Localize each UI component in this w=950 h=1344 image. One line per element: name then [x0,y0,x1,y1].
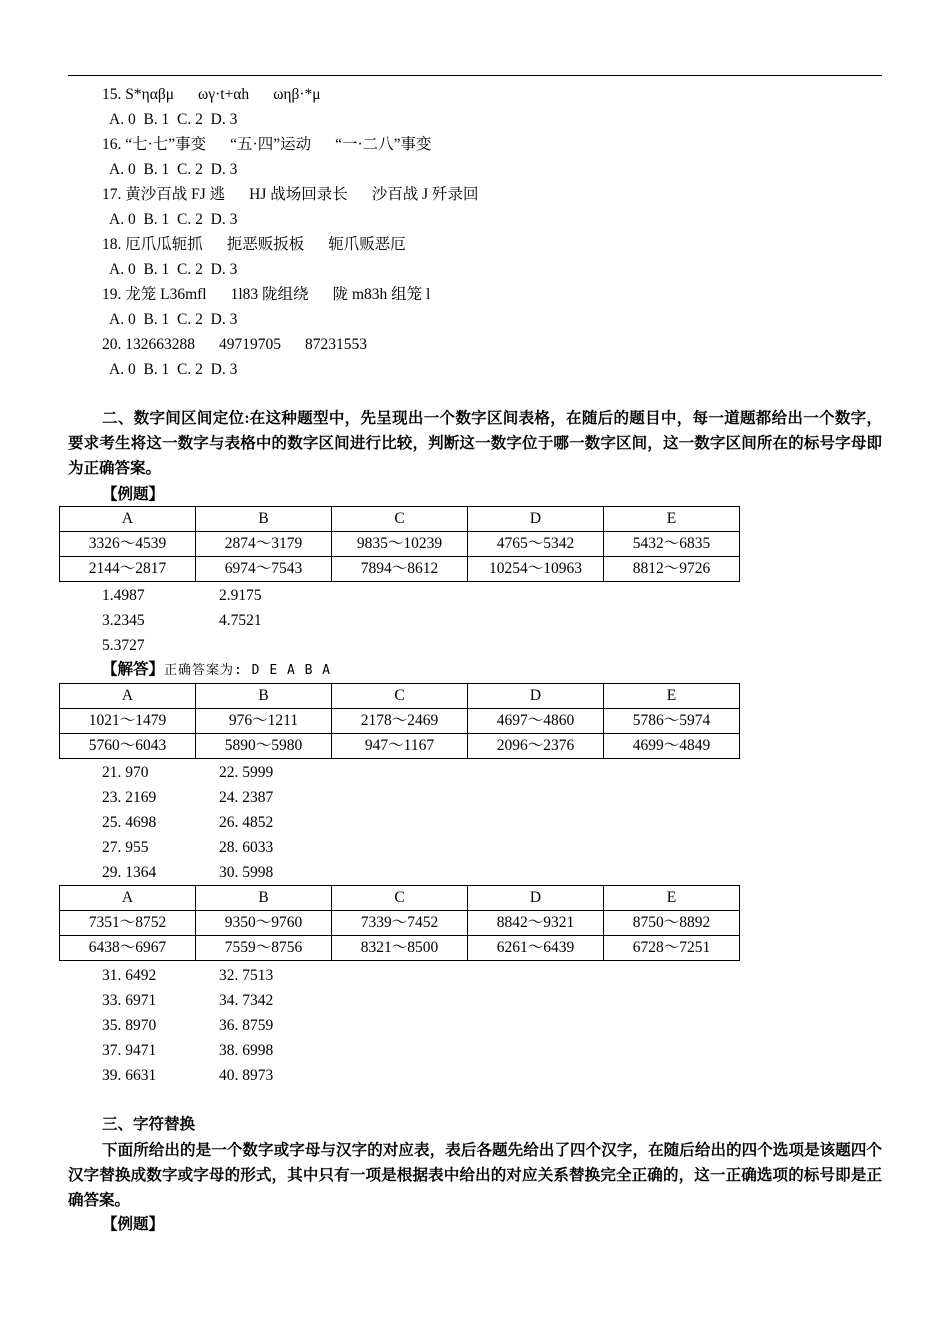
table-cell: 2178～2469 [332,709,468,734]
table-cell: 4699～4849 [604,734,740,759]
table-cell: 7559～8756 [196,936,332,961]
list-item: 36. 8759 [219,1017,274,1034]
list-item: 40. 8973 [219,1067,274,1084]
table-header-cell: B [196,886,332,911]
answer-line [102,660,331,681]
list-item: 1.4987 [102,587,145,604]
list-item: 32. 7513 [219,967,274,984]
list-item: 23. 2169 [102,789,157,806]
table-cell: 6974～7543 [196,557,332,582]
list-item: 24. 2387 [219,789,274,806]
range-table-3 [59,885,740,961]
list-item: 38. 6998 [219,1042,274,1059]
table-row [60,557,740,582]
table-header-row [60,684,740,709]
range-table-1 [59,506,740,582]
question-17: 17. 黄沙百战 FJ 逃 HJ 战场回录长 沙百战 J 歼录回 [102,186,479,203]
table-cell: 10254～10963 [468,557,604,582]
range-table-2 [59,683,740,759]
list-item: 31. 6492 [102,967,157,984]
table-cell: 6728～7251 [604,936,740,961]
list-item: 4.7521 [219,612,262,629]
list-item: 29. 1364 [102,864,157,881]
table-cell: 8750～8892 [604,911,740,936]
table-header-cell: E [604,886,740,911]
table-cell: 4697～4860 [468,709,604,734]
table-row [60,709,740,734]
table-cell: 6261～6439 [468,936,604,961]
answer-text: 正确答案为: D E A B A [164,663,332,678]
table-cell: 8842～9321 [468,911,604,936]
list-item: 39. 6631 [102,1067,157,1084]
list-item: 21. 970 [102,764,149,781]
list-item: 30. 5998 [219,864,274,881]
table-cell: 8812～9726 [604,557,740,582]
table-cell: 6438～6967 [60,936,196,961]
table-row [60,911,740,936]
table-cell: 5786～5974 [604,709,740,734]
table-header-cell: C [332,886,468,911]
table-cell: 947～1167 [332,734,468,759]
question-15: 15. S*ηαβμ ωγ·t+αh ωηβ·*μ [102,86,321,103]
table-row [60,734,740,759]
table-cell: 2144～2817 [60,557,196,582]
list-item: 37. 9471 [102,1042,157,1059]
table-header-cell: D [468,886,604,911]
options-20: A. 0 B. 1 C. 2 D. 3 [109,361,238,378]
table-header-cell: C [332,684,468,709]
list-item: 35. 8970 [102,1017,157,1034]
list-item: 28. 6033 [219,839,274,856]
table-cell: 5890～5980 [196,734,332,759]
options-16: A. 0 B. 1 C. 2 D. 3 [109,161,238,178]
answer-label: 【解答】 [102,661,165,678]
table-cell: 9350～9760 [196,911,332,936]
question-19: 19. 龙笼 L36mfl 1l83 陇组绕 陇 m83h 组笼 l [102,286,431,303]
list-item: 2.9175 [219,587,262,604]
list-item: 5.3727 [102,637,145,654]
list-item: 3.2345 [102,612,145,629]
options-17: A. 0 B. 1 C. 2 D. 3 [109,211,238,228]
table-cell: 4765～5342 [468,532,604,557]
table-row [60,936,740,961]
table-header-row [60,886,740,911]
list-item: 33. 6971 [102,992,157,1009]
table-cell: 5760～6043 [60,734,196,759]
list-item: 34. 7342 [219,992,274,1009]
table-cell: 3326～4539 [60,532,196,557]
list-item: 25. 4698 [102,814,157,831]
question-18: 18. 厄爪瓜轭抓 扼恶贩扳板 轭爪贩恶厄 [102,236,406,253]
options-19: A. 0 B. 1 C. 2 D. 3 [109,311,238,328]
table-header-cell: A [60,507,196,532]
table-header-cell: D [468,507,604,532]
table-cell: 7894～8612 [332,557,468,582]
table-header-cell: D [468,684,604,709]
question-20: 20. 132663288 49719705 87231553 [102,336,367,353]
table-cell: 8321～8500 [332,936,468,961]
table-cell: 9835～10239 [332,532,468,557]
table-header-cell: A [60,684,196,709]
options-18: A. 0 B. 1 C. 2 D. 3 [109,261,238,278]
table-header-cell: E [604,507,740,532]
list-item: 27. 955 [102,839,149,856]
section3-heading: 三、字符替换 [102,1116,196,1133]
table-header-cell: B [196,507,332,532]
section3-example-label: 【例题】 [102,1216,165,1233]
table-header-row [60,507,740,532]
section3-paragraph: 下面所给出的是一个数字或字母与汉字的对应表，表后各题先给出了四个汉字，在随后给出的四个选项是该题四个汉字替换成数字或字母的形式，其中只有一项是根据表中给出的对应关系替换完全正确的，这一正确选项的标号即是正确答案。 [68,1142,882,1209]
header-rule [68,75,882,76]
table-cell: 2874～3179 [196,532,332,557]
table-cell: 5432～6835 [604,532,740,557]
table-cell: 2096～2376 [468,734,604,759]
table-cell: 1021～1479 [60,709,196,734]
table-header-cell: C [332,507,468,532]
list-item: 22. 5999 [219,764,274,781]
table-header-cell: A [60,886,196,911]
table-cell: 7351～8752 [60,911,196,936]
options-15: A. 0 B. 1 C. 2 D. 3 [109,111,238,128]
question-16: 16. “七·七”事变 “五·四”运动 “一·二八”事变 [102,136,432,153]
example-label: 【例题】 [102,486,165,503]
table-cell: 7339～7452 [332,911,468,936]
table-row [60,532,740,557]
list-item: 26. 4852 [219,814,274,831]
table-cell: 976～1211 [196,709,332,734]
section2-paragraph: 二、数字间区间定位:在这种题型中，先呈现出一个数字区间表格，在随后的题目中，每一道题都给出一个数字，要求考生将这一数字与表格中的数字区间进行比较，判断这一数字位于哪一数字区间，这一数字区间所在的标号字母即为正确答案。 [68,410,882,477]
table-header-cell: B [196,684,332,709]
table-header-cell: E [604,684,740,709]
